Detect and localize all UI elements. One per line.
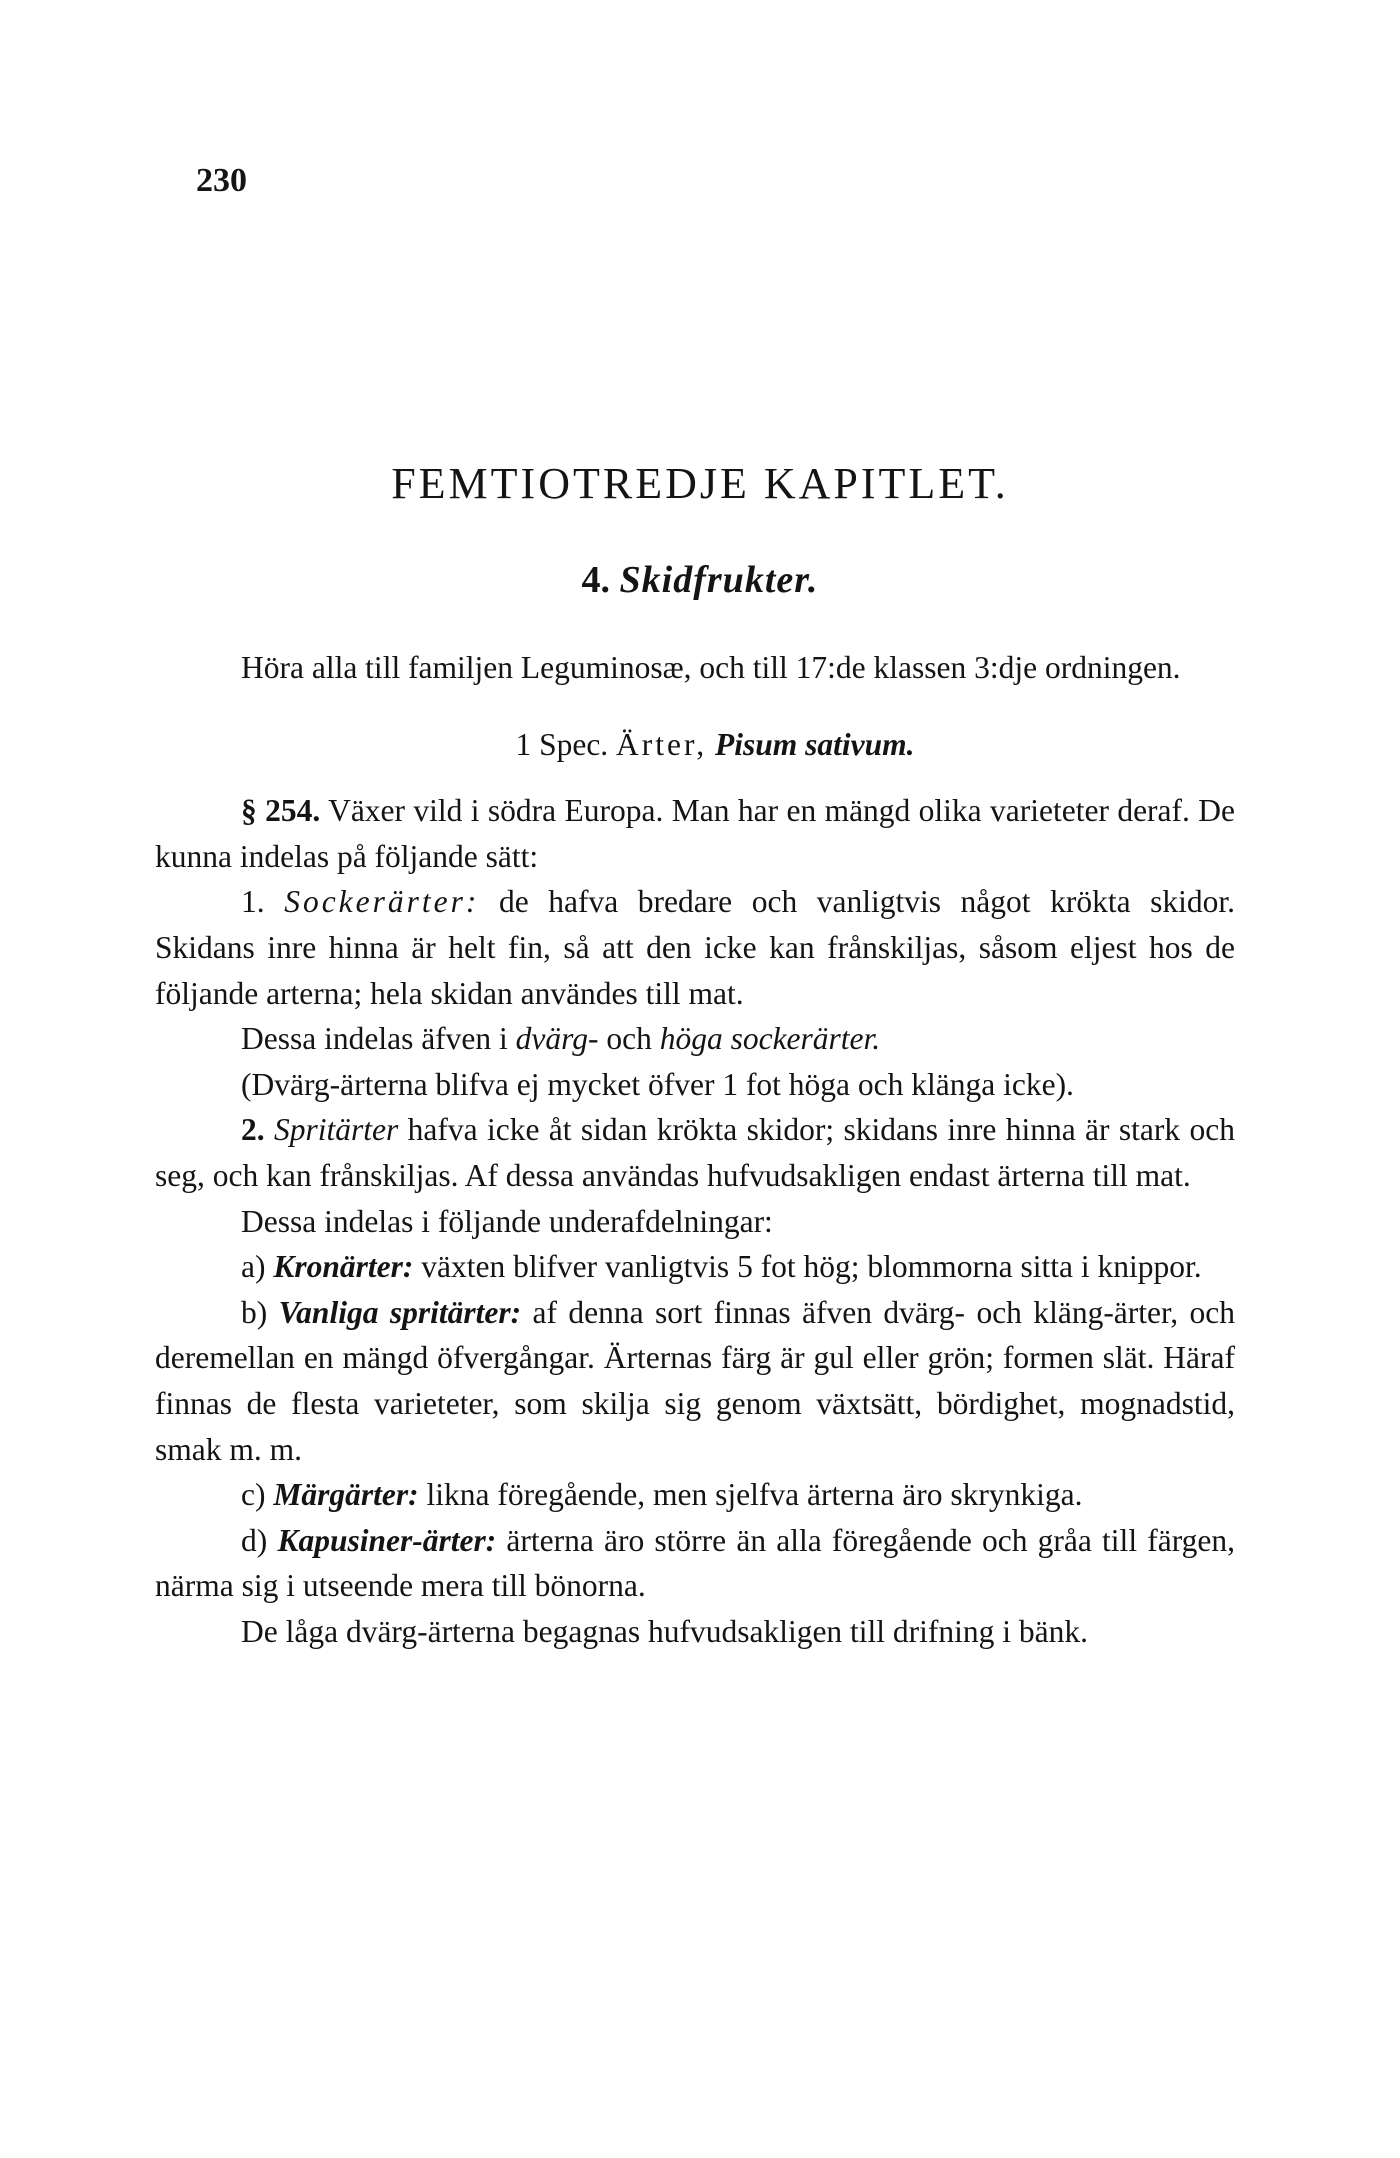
species-heading (155, 722, 1235, 768)
subdivision-1-term-high: höga sockerärter. (659, 1021, 881, 1057)
item-spritarter (155, 1107, 1235, 1198)
dwarf-note: (Dvärg-ärterna blifva ej mycket öfver 1 fot höga och klänga icke). (241, 1066, 1074, 1102)
subdivision-1-text-a: Dessa indelas äfven i (241, 1021, 516, 1057)
section-heading (0, 558, 1400, 602)
paragraph-254 (155, 788, 1235, 879)
paragraph-254-text: Växer vild i södra Europa. Man har en mängd olika varieteter deraf. De kunna indelas på följande sätt: (155, 793, 1236, 874)
subitem-a (155, 1244, 1235, 1290)
subitem-a-term: Kronärter: (273, 1249, 414, 1285)
body-text (155, 645, 1235, 1654)
item-2-term: Spritärter (274, 1112, 399, 1148)
subdivision-1 (155, 1016, 1235, 1062)
item-1-number: 1. (241, 884, 265, 920)
page-number: 230 (196, 162, 247, 199)
final-paragraph: De låga dvärg-ärterna begagnas hufvudsakligen till drifning i bänk. (241, 1613, 1089, 1649)
subitem-c-term: Märgärter: (273, 1477, 419, 1513)
subdivision-1-text-c: och (598, 1021, 660, 1057)
subitem-d (155, 1518, 1235, 1609)
species-name: Ärter, (616, 726, 708, 762)
chapter-title: FEMTIOTREDJE KAPITLET. (391, 459, 1009, 508)
item-2-number: 2. (241, 1112, 265, 1148)
intro-paragraph: Höra alla till familjen Leguminosæ, och till 17:de klassen 3:dje ordningen. (241, 650, 1181, 685)
subdivision-1-term-dwarf: dvärg- (515, 1021, 599, 1057)
species-latin: Pisum sativum. (715, 726, 915, 762)
subitem-a-text: växten blifver vanligtvis 5 fot hög; blommorna sitta i knippor. (413, 1249, 1202, 1285)
subdivision-2: Dessa indelas i följande underafdelningar: (241, 1203, 773, 1239)
subitem-c-label: c) (241, 1477, 274, 1513)
subitem-c-text: likna föregående, men sjelfva ärterna äro skrynkiga. (418, 1477, 1083, 1513)
section-title: Skidfrukter. (619, 559, 819, 601)
section-number: 4. (581, 559, 611, 601)
subitem-d-term: Kapusiner-ärter: (277, 1522, 497, 1558)
item-2-text: hafva icke åt sidan krökta skidor; skidans inre hinna är stark och seg, och kan frånskiljas. Af dessa användas hufvudsakligen endast ärterna till mat. (155, 1112, 1235, 1193)
item-sockerarter (155, 879, 1235, 1016)
subitem-b-text: af denna sort finnas äfven dvärg- och kläng-ärter, och deremellan en mängd öfvergångar. Ärternas färg är gul eller grön; formen slät. Häraf finnas de flesta varieteter, som skilja sig genom växtsätt, bördighet, mognadstid, smak m. m. (155, 1294, 1235, 1467)
paragraph-254-number: § 254. (241, 793, 321, 829)
item-1-term: Sockerärter: (284, 884, 480, 920)
subitem-d-label: d) (241, 1522, 278, 1558)
subitem-b (155, 1290, 1235, 1472)
item-1-text: de hafva bredare och vanligtvis något krökta skidor. Skidans inre hinna är helt fin, så att den icke kan frånskiljas, såsom eljest hos de följande arterna; hela skidan användes till mat. (155, 884, 1235, 1011)
subitem-c (155, 1472, 1235, 1518)
subitem-d-text: ärterna äro större än alla föregående och gråa till färgen, närma sig i utseende mera till bönorna. (155, 1522, 1235, 1604)
subitem-a-label: a) (241, 1249, 274, 1285)
species-prefix: 1 Spec. (515, 726, 609, 762)
subitem-b-term: Vanliga spritärter: (278, 1294, 522, 1330)
subitem-b-label: b) (241, 1294, 279, 1330)
